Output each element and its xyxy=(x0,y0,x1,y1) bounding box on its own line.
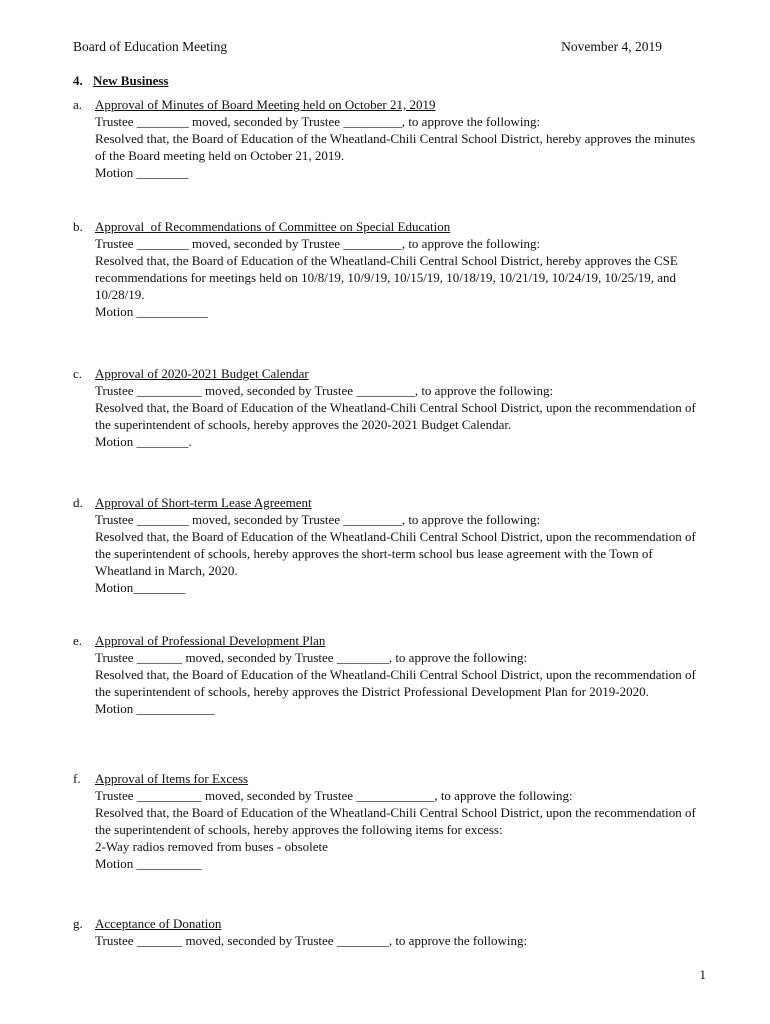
page-number: 1 xyxy=(699,967,706,982)
section-g xyxy=(73,915,713,949)
section-head xyxy=(73,494,713,511)
section-head xyxy=(73,365,713,382)
header-meeting-title: Board of Education Meeting xyxy=(73,39,228,54)
section-head xyxy=(73,915,713,932)
trustee-line: Trustee ________ moved, seconded by Trustee _________, to approve the following: xyxy=(95,114,541,129)
heading-number: 4. xyxy=(73,73,83,88)
heading-title: New Business xyxy=(93,73,169,88)
trustee-line: Trustee __________ moved, seconded by Trustee _________, to approve the following: xyxy=(95,383,554,398)
section-title: Acceptance of Donation xyxy=(95,916,222,931)
section-body xyxy=(95,113,707,181)
resolved-text: Resolved that, the Board of Education of the Wheatland-Chili Central School District, hereby approves the CSE recommendations for meetings held on 10/8/19, 10/9/19, 10/15/19, 10/18/19, 10/21/19, 10/24/19, 10/25/19, and 10/28/19. xyxy=(95,253,678,302)
motion-line: Motion ___________ xyxy=(95,304,209,319)
section-body xyxy=(95,932,707,949)
motion-line: Motion __________ xyxy=(95,856,202,871)
section-title: Approval of Short-term Lease Agreement xyxy=(95,495,312,510)
section-title: Approval of Items for Excess xyxy=(95,771,249,786)
section-f xyxy=(73,770,713,872)
trustee-line: Trustee _______ moved, seconded by Trustee ________, to approve the following: xyxy=(95,650,528,665)
motion-line: Motion________ xyxy=(95,580,186,595)
section-letter: g. xyxy=(73,916,83,931)
section-head xyxy=(73,96,713,113)
section-e xyxy=(73,632,713,717)
motion-line: Motion ____________ xyxy=(95,701,215,716)
section-title: Approval of Professional Development Plan xyxy=(95,633,326,648)
section-body xyxy=(95,511,707,596)
section-body xyxy=(95,787,707,872)
section-a xyxy=(73,96,713,181)
resolved-text: Resolved that, the Board of Education of the Wheatland-Chili Central School District, upon the recommendation of the superintendent of schools, hereby approves the short-term school bus lease agreement with the Town of Wheatland in March, 2020. xyxy=(95,529,696,578)
section-head xyxy=(73,632,713,649)
section-letter: e. xyxy=(73,633,83,648)
section-letter: d. xyxy=(73,495,83,510)
trustee-line: Trustee _______ moved, seconded by Trustee ________, to approve the following: xyxy=(95,933,528,948)
header-date: November 4, 2019 xyxy=(561,39,662,54)
section-body xyxy=(95,235,707,320)
section-b xyxy=(73,218,713,320)
section-letter: f. xyxy=(73,771,81,786)
section-letter: c. xyxy=(73,366,83,381)
section-body xyxy=(95,382,707,450)
motion-line: Motion ________ xyxy=(95,165,189,180)
resolved-text: Resolved that, the Board of Education of the Wheatland-Chili Central School District, upon the recommendation of the superintendent of schools, hereby approves the District Professional Development Plan for 2019-2020. xyxy=(95,667,696,699)
resolved-text: Resolved that, the Board of Education of the Wheatland-Chili Central School District, hereby approves the minutes of the Board meeting held on October 21, 2019. xyxy=(95,131,696,163)
section-c xyxy=(73,365,713,450)
motion-line: Motion ________. xyxy=(95,434,192,449)
section-head xyxy=(73,770,713,787)
section-letter: b. xyxy=(73,219,83,234)
section-body xyxy=(95,649,707,717)
trustee-line: Trustee __________ moved, seconded by Trustee ____________, to approve the following: xyxy=(95,788,573,803)
section-title: Approval of Minutes of Board Meeting held on October 21, 2019 xyxy=(95,97,436,112)
section-d xyxy=(73,494,713,596)
section-title: Approval of Recommendations of Committee on Special Education xyxy=(95,219,451,234)
trustee-line: Trustee ________ moved, seconded by Trustee _________, to approve the following: xyxy=(95,512,541,527)
section-head xyxy=(73,218,713,235)
section-heading xyxy=(73,72,169,89)
resolved-text: Resolved that, the Board of Education of the Wheatland-Chili Central School District, upon the recommendation of the superintendent of schools, hereby approves the 2020-2021 Budget Calendar. xyxy=(95,400,696,432)
trustee-line: Trustee ________ moved, seconded by Trustee _________, to approve the following: xyxy=(95,236,541,251)
section-letter: a. xyxy=(73,97,83,112)
resolved-text: Resolved that, the Board of Education of the Wheatland-Chili Central School District, upon the recommendation of the superintendent of schools, hereby approves the following items for excess: xyxy=(95,805,696,837)
section-title: Approval of 2020-2021 Budget Calendar xyxy=(95,366,309,381)
excess-item: 2-Way radios removed from buses - obsolete xyxy=(95,839,328,854)
